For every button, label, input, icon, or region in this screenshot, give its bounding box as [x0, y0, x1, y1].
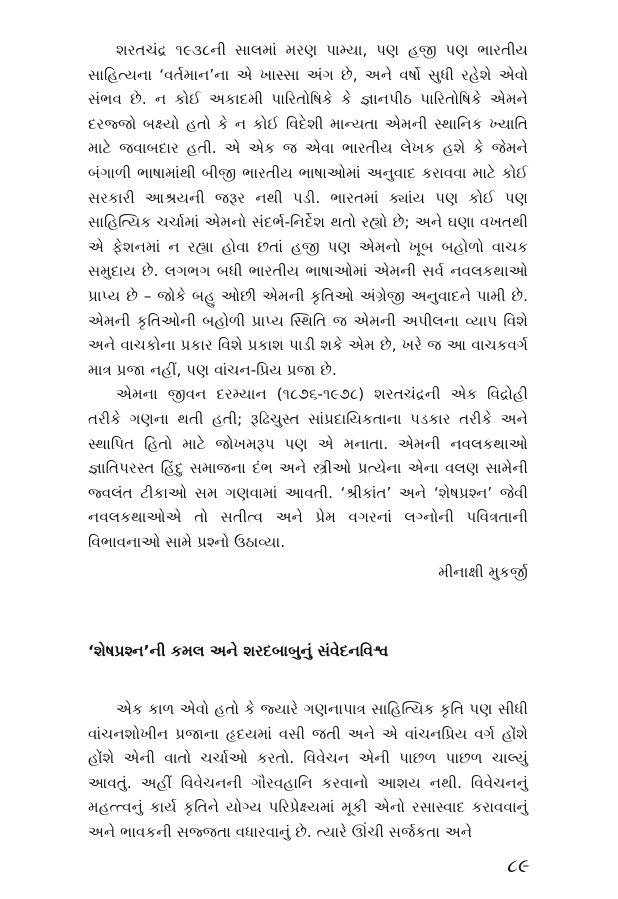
document-page	[88, 38, 528, 845]
article-paragraph-2: એમના જીવન દરમ્યાન (૧૮૭૬-૧૯૭૮) શરતચંદ્રની એક વિદ્રોહી તરીકે ગણના થતી હતી; રૂઢિચુસ્ત સાંપ્રદાયિકતાના પડકાર તરીકે અને સ્થાપિત હિતો માટે જોખમરૂપ પણ એ મનાતા. એમની નવલકથાઓ જ્ઞાતિપરસ્ત હિંદુ સમાજના દંભ અને સ્ત્રીઓ પ્રત્યેના એના વલણ સામેની જ્વલંત ટીકાઓ સમ ગણવામાં આવતી. ‘શ્રીકાંત’ અને ‘શેષપ્રશ્ન’ જેવી નવલકથાઓએ તો સતીત્વ અને પ્રેમ વગરનાં લગ્નોની પવિત્રતાની વિભાવનાઓ સામે પ્રશ્નો ઉઠાવ્યા.	[88, 385, 528, 551]
section-paragraph-1: એક કાળ એવો હતો કે જ્યારે ગણનાપાત્ર સાહિત્યિક કૃતિ પણ સીધી વાંચનશોખીન પ્રજાના હૃદયમાં વસી જતી અને એ વાંચનપ્રિય વર્ગ હોંશે હોંશે એની વાતો ચર્ચાઓ કરતો. વિવેચન એની પાછળ પાછળ ચાલ્યું આવતું. અહીં વિવેચનની ગૌરવહાનિ કરવાનો આશય નથી. વિવેચનનું મહત્ત્વનું કાર્ય કૃતિને યોગ્ય પરિપ્રેક્ષ્યમાં મૂકી એનો રસાસ્વાદ કરાવવાનું અને ભાવકની સજ્જતા વધારવાનું છે. ત્યારે ઊંચી સર્જકતા અને	[88, 700, 528, 842]
page-number: ૮૯	[506, 855, 528, 877]
article-paragraph-1: શરતચંદ્ર ૧૯૩૮ની સાલમાં મરણ પામ્યા, પણ હજી પણ ભારતીય સાહિત્યના ‘વર્તમાન’ના એ ખાસ્સા અંગ છે, અને વર્ષો સુધી રહેશે એવો સંભવ છે. ન કોઈ અકાદમી પારિતોષિકે કે જ્ઞાનપીઠ પારિતોષિકે એમને દરજ્જો બક્ષ્યો હતો કે ન કોઈ વિદેશી માન્યતા એમની સ્થાનિક ખ્યાતિ માટે જવાબદાર હતી. એ એક જ એવા ભારતીય લેખક હશે કે જેમને બંગાળી ભાષામાંથી બીજી ભારતીય ભાષાઓમાં અનુવાદ કરાવવા માટે કોઈ સરકારી આશ્રયની જરૂર નથી પડી. ભારતમાં ક્યાંય પણ કોઈ પણ સાહિત્યિક ચર્ચામાં એમનો સંદર્ભ-નિર્દેશ થતો રહ્યો છે; અને ઘણા વખતથી એ ફેશનમાં ન રહ્યા હોવા છતાં હજી પણ એમનો ખૂબ બહોળો વાચક સમુદાય છે. લગભગ બધી ભારતીય ભાષાઓમાં એમની સર્વ નવલકથાઓ પ્રાપ્ય છે – જોકે બહુ ઓછી એમની કૃતિઓ અંગ્રેજી અનુવાદને પામી છે. એમની કૃતિઓની બહોળી પ્રાપ્ય સ્થિતિ જ એમની અપીલના વ્યાપ વિશે અને વાચકોના પ્રકાર વિશે પ્રકાશ પાડી શકે એમ છે, ખરે જ આ વાચકવર્ગ માત્ર પ્રજા નહીં, પણ વાંચન-પ્રિય પ્રજા છે.	[88, 41, 528, 379]
author-signature: મીનાક્ષી મુકર્જી	[438, 563, 528, 582]
section-heading: ‘શેષપ્રશ્ન’ની કમલ અને શરદબાબુનું સંવેદનવિશ્વ	[88, 642, 389, 661]
